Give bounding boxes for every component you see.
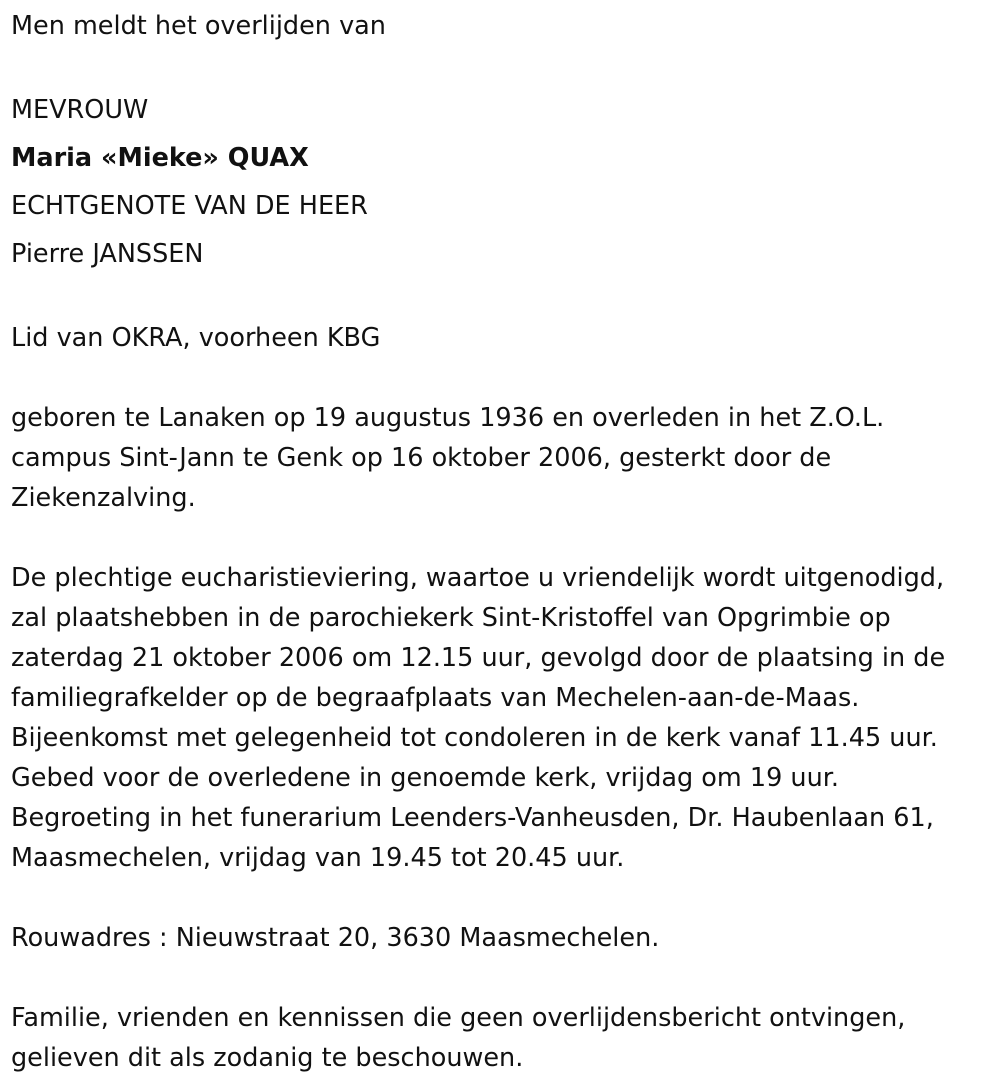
paragraph-line: zal plaatshebben in de parochiekerk Sint-Kristoffel van Opgrimbie op bbox=[11, 603, 891, 633]
intro-text: Men meldt het overlijden van bbox=[11, 11, 386, 41]
spacer bbox=[11, 358, 996, 398]
spacer bbox=[11, 46, 996, 86]
paragraph-line: geboren te Lanaken op 19 augustus 1936 en overleden in het Z.O.L. bbox=[11, 403, 885, 433]
paragraph-line: Gebed voor de overledene in genoemde kerk, vrijdag om 19 uur. bbox=[11, 763, 839, 793]
spacer bbox=[11, 278, 996, 318]
paragraph-line: familiegrafkelder op de begraafplaats van Mechelen-aan-de-Maas. bbox=[11, 683, 860, 713]
birth-death-paragraph bbox=[11, 398, 996, 518]
spouse-prefix: ECHTGENOTE VAN DE HEER bbox=[11, 191, 368, 221]
paragraph-line: Ziekenzalving. bbox=[11, 483, 196, 513]
paragraph-line: gelieven dit als zodanig te beschouwen. bbox=[11, 1043, 524, 1073]
paragraph-line: De plechtige eucharistieviering, waartoe u vriendelijk wordt uitgenodigd, bbox=[11, 563, 945, 593]
mourning-address: Rouwadres : Nieuwstraat 20, 3630 Maasmechelen. bbox=[11, 923, 660, 953]
spacer bbox=[11, 958, 996, 998]
paragraph-line: Maasmechelen, vrijdag van 19.45 tot 20.45 uur. bbox=[11, 843, 625, 873]
membership-text: Lid van OKRA, voorheen KBG bbox=[11, 323, 381, 353]
ceremony-paragraph bbox=[11, 558, 996, 878]
paragraph-line: zaterdag 21 oktober 2006 om 12.15 uur, gevolgd door de plaatsing in de bbox=[11, 643, 946, 673]
spacer bbox=[11, 878, 996, 918]
deceased-name: Maria «Mieke» QUAX bbox=[11, 143, 309, 173]
paragraph-line: campus Sint-Jann te Genk op 16 oktober 2006, gesterkt door de bbox=[11, 443, 832, 473]
paragraph-line: Familie, vrienden en kennissen die geen overlijdensbericht ontvingen, bbox=[11, 1003, 906, 1033]
closing-paragraph bbox=[11, 998, 996, 1078]
paragraph-line: Begroeting in het funerarium Leenders-Vanheusden, Dr. Haubenlaan 61, bbox=[11, 803, 934, 833]
spouse-name: Pierre JANSSEN bbox=[11, 239, 204, 269]
paragraph-line: Bijeenkomst met gelegenheid tot condoleren in de kerk vanaf 11.45 uur. bbox=[11, 723, 938, 753]
title-prefix: MEVROUW bbox=[11, 95, 149, 125]
spacer bbox=[11, 518, 996, 558]
